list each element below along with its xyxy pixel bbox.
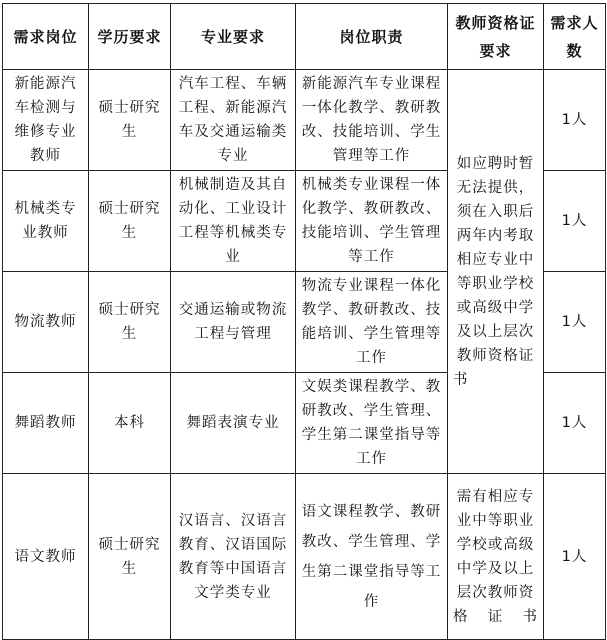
cell-duties: 语文课程教学、教研教改、学生管理、学生第二课堂指导等工作 [296,474,448,640]
header-duties: 岗位职责 [296,4,448,70]
header-position: 需求岗位 [3,4,89,70]
cell-position: 物流教师 [3,272,89,373]
cell-major: 交通运输或物流工程与管理 [171,272,296,373]
cell-position: 语文教师 [3,474,89,640]
cell-education: 硕士研究生 [89,70,171,171]
header-education: 学历要求 [89,4,171,70]
table-row [3,70,606,171]
cell-count: 1人 [544,272,606,373]
cell-count: 1人 [544,474,606,640]
table-row [3,474,606,640]
cell-education: 硕士研究生 [89,474,171,640]
cell-count: 1人 [544,70,606,171]
cell-major: 舞蹈表演专业 [171,373,296,474]
cell-position: 舞蹈教师 [3,373,89,474]
cell-duties: 文娱类课程教学、教研教改、学生管理、学生第二课堂指导等工作 [296,373,448,474]
cell-certificate: 需有相应专业中等职业学校或高级中学及以上层次教师资格证书 [448,474,544,640]
cell-education: 硕士研究生 [89,272,171,373]
cell-count: 1人 [544,171,606,272]
cell-major: 汽车工程、车辆工程、新能源汽车及交通运输类专业 [171,70,296,171]
cell-duties: 机械类专业课程一体化教学、教研教改、技能培训、学生管理等工作 [296,171,448,272]
cell-major: 汉语言、汉语言教育、汉语国际教育等中国语言文学类专业 [171,474,296,640]
table-header-row [3,4,606,70]
cell-position: 机械类专业教师 [3,171,89,272]
header-major: 专业要求 [171,4,296,70]
cell-duties: 物流专业课程一体化教学、教研教改、技能培训、学生管理等工作 [296,272,448,373]
cell-education: 本科 [89,373,171,474]
cell-certificate: 如应聘时暂无法提供，须在入职后两年内考取相应专业中等职业学校或高级中学及以上层次教师资格证书 [448,70,544,474]
cell-education: 硕士研究生 [89,171,171,272]
cell-duties: 新能源汽车专业课程一体化教学、教研教改、技能培训、学生管理等工作 [296,70,448,171]
header-count: 需求人数 [544,4,606,70]
cell-position: 新能源汽车检测与维修专业教师 [3,70,89,171]
cell-major: 机械制造及其自动化、工业设计工程等机械类专业 [171,171,296,272]
recruitment-table [2,3,606,640]
header-certificate: 教师资格证要求 [448,4,544,70]
cell-count: 1人 [544,373,606,474]
